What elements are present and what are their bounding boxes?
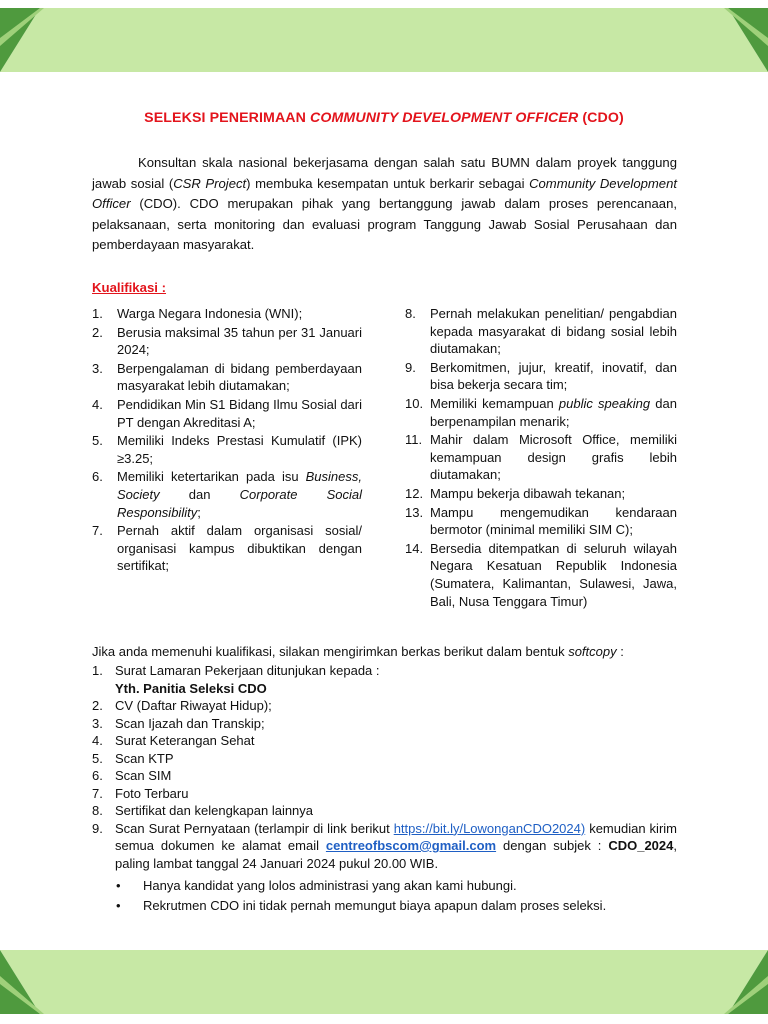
document-item [92,732,677,750]
qualification-item [405,395,677,430]
bullet-icon: • [116,897,121,913]
item-number: 1. [92,663,103,678]
item-text: Memiliki Indeks Prestasi Kumulatif (IPK) ≥3.25; [117,433,362,466]
item-text-part: kemudian kirim semua dokumen ke alamat email [115,820,677,853]
bullet-icon: • [116,878,121,893]
item-number: 9. [92,820,103,836]
item-text: Berpengalaman di bidang pemberdayaan masyarakat lebih diutamakan; [117,360,362,394]
qualification-item [405,504,677,539]
document-item [92,785,677,803]
item-text [115,820,677,873]
banner-fill [0,8,768,72]
item-number: 5. [92,433,103,449]
submission-intro [92,644,677,659]
page-title [0,110,768,126]
addressee: Yth. Panitia Seleksi CDO [115,680,267,696]
note-text: Hanya kandidat yang lolos administrasi yang akan kami hubungi. [143,878,517,893]
item-number: 6. [92,469,103,485]
item-text: Pendidikan Min S1 Bidang Ilmu Sosial dari PT dengan Akreditasi A; [117,396,362,430]
item-number: 3. [92,360,103,376]
item-italic: Business, Society [117,469,362,502]
item-text: Scan KTP [115,750,174,766]
qualification-item [405,485,677,503]
item-text-part: dan [159,486,240,502]
qualification-item [92,324,362,359]
qualifications-heading: Kualifikasi : [92,280,167,295]
item-number: 9. [405,359,416,375]
item-text: Warga Negara Indonesia (WNI); [117,306,303,321]
item-text: Foto Terbaru [115,785,189,801]
item-text: Scan SIM [115,768,172,783]
qualification-item [92,468,362,521]
document-item [92,715,677,733]
item-number: 1. [92,306,103,321]
intro-italic-1: CSR Project [173,175,247,191]
submission-intro-text: Jika anda memenuhi kualifikasi, silakan mengirimkan berkas berikut dalam bentuk [92,644,569,659]
item-text-part: , paling lambat tanggal 24 Januari 2024 pukul 20.00 WIB. [115,838,677,871]
qualification-item [92,305,362,323]
item-italic: Corporate Social Responsibility [117,486,363,520]
qualification-item [92,432,362,467]
documents-list [92,662,677,872]
qualification-item [405,359,677,394]
item-number: 6. [92,768,103,783]
footer-banner [0,950,768,1014]
item-text [117,468,362,521]
item-text: Berusia maksimal 35 tahun per 31 Januari 2024; [117,324,362,358]
qualification-item [92,396,362,431]
item-text: Pernah aktif dalam organisasi sosial/ organisasi kampus dibuktikan dengan sertifikat; [117,523,362,574]
document-item [92,750,677,768]
qualifications-list-left [92,305,362,576]
item-number: 14. [405,540,424,556]
document-item [92,662,677,680]
title-italic: COMMUNITY DEVELOPMENT OFFICER [310,110,579,126]
item-text: Bersedia ditempatkan di seluruh wilayah Negara Kesatuan Republik Indonesia (Sumatera, Kalimantan, Sulawesi, Jawa, Bali, Nusa Tenggara Timur) [430,540,677,609]
document-item [92,767,677,785]
title-prefix: SELEKSI PENERIMAAN [144,110,311,126]
item-number: 4. [92,733,103,748]
intro-text-3: (CDO). CDO merupakan pihak yang bertanggung jawab dalam proses perencanaan, pelaksanaan, serta monitoring dan evaluasi program Tanggung Jawab Sosial Perusahaan dan pemberdayaan masyarakat. [92,196,677,252]
item-text-part: ; [197,504,201,520]
document-item [92,820,677,873]
item-text: Mahir dalam Microsoft Office, memiliki kemampuan design grafis lebih diutamakan; [430,432,677,483]
item-number: 8. [92,803,103,818]
item-number: 7. [92,785,103,801]
item-number: 4. [92,396,103,412]
qualification-item [92,360,362,395]
item-number: 7. [92,523,103,539]
item-text-part: Memiliki kemampuan [430,395,559,411]
item-text: Berkomitmen, jujur, kreatif, inovatif, dan bisa bekerja secara tim; [430,359,677,393]
item-number: 2. [92,698,103,713]
item-text: Scan Ijazah dan Transkip; [115,715,265,731]
qualification-item [405,540,677,610]
item-number: 13. [405,504,424,520]
item-text: Sertifikat dan kelengkapan lainnya [115,803,314,818]
item-text: Surat Lamaran Pekerjaan ditunjukan kepada : [115,663,380,678]
document-item [92,697,677,715]
qualification-item [405,305,677,358]
banner-fill [0,950,768,1014]
intro-text-2: ) membuka kesempatan untuk berkarir sebagai [246,175,530,191]
email-link[interactable]: centreofbscom@gmail.com [325,838,497,853]
submission-intro-italic: softcopy [568,644,617,659]
item-number: 5. [92,750,103,766]
statement-link[interactable]: https://bit.ly/LowonganCDO2024) [393,820,586,836]
notes-list [116,876,676,915]
item-number: 2. [92,324,103,340]
item-text-part: dan berpenampilan menarik; [430,395,678,429]
item-number: 8. [405,306,416,321]
item-text: Mampu mengemudikan kendaraan bermotor (minimal memiliki SIM C); [430,504,677,538]
note-text: Rekrutmen CDO ini tidak pernah memungut biaya apapun dalam proses seleksi. [143,897,607,913]
header-banner [0,8,768,72]
note-item [116,896,676,916]
intro-italic-2: Community Development Officer [92,175,677,211]
qualifications-list-right [405,305,677,611]
item-text: CV (Daftar Riwayat Hidup); [115,698,272,713]
item-italic: public speaking [558,395,651,411]
item-number: 10. [405,395,424,411]
intro-paragraph [92,153,677,256]
intro-text-1: Konsultan skala nasional bekerjasama dengan salah satu BUMN dalam proyek tanggung jawab sosial ( [92,155,677,191]
item-number: 11. [405,432,423,448]
email-subject: CDO_2024 [608,838,674,853]
title-suffix: (CDO) [578,110,624,126]
note-item [116,876,676,896]
item-text-part: Memiliki ketertarikan pada isu [117,469,306,485]
item-text [430,395,677,430]
item-text: Pernah melakukan penelitian/ pengabdian kepada masyarakat di bidang sosial lebih diutamakan; [430,306,677,357]
item-number: 12. [405,485,424,501]
qualification-item [92,522,362,575]
item-text: Surat Keterangan Sehat [115,733,255,748]
qualification-item [405,431,677,484]
item-text-part: Scan Surat Pernyataan (terlampir di link berikut [115,820,394,836]
submission-intro-end: : [616,644,624,659]
item-number: 3. [92,715,103,731]
document-item [92,802,677,820]
item-text: Mampu bekerja dibawah tekanan; [430,485,626,501]
item-text-part: dengan subjek : [496,838,609,853]
